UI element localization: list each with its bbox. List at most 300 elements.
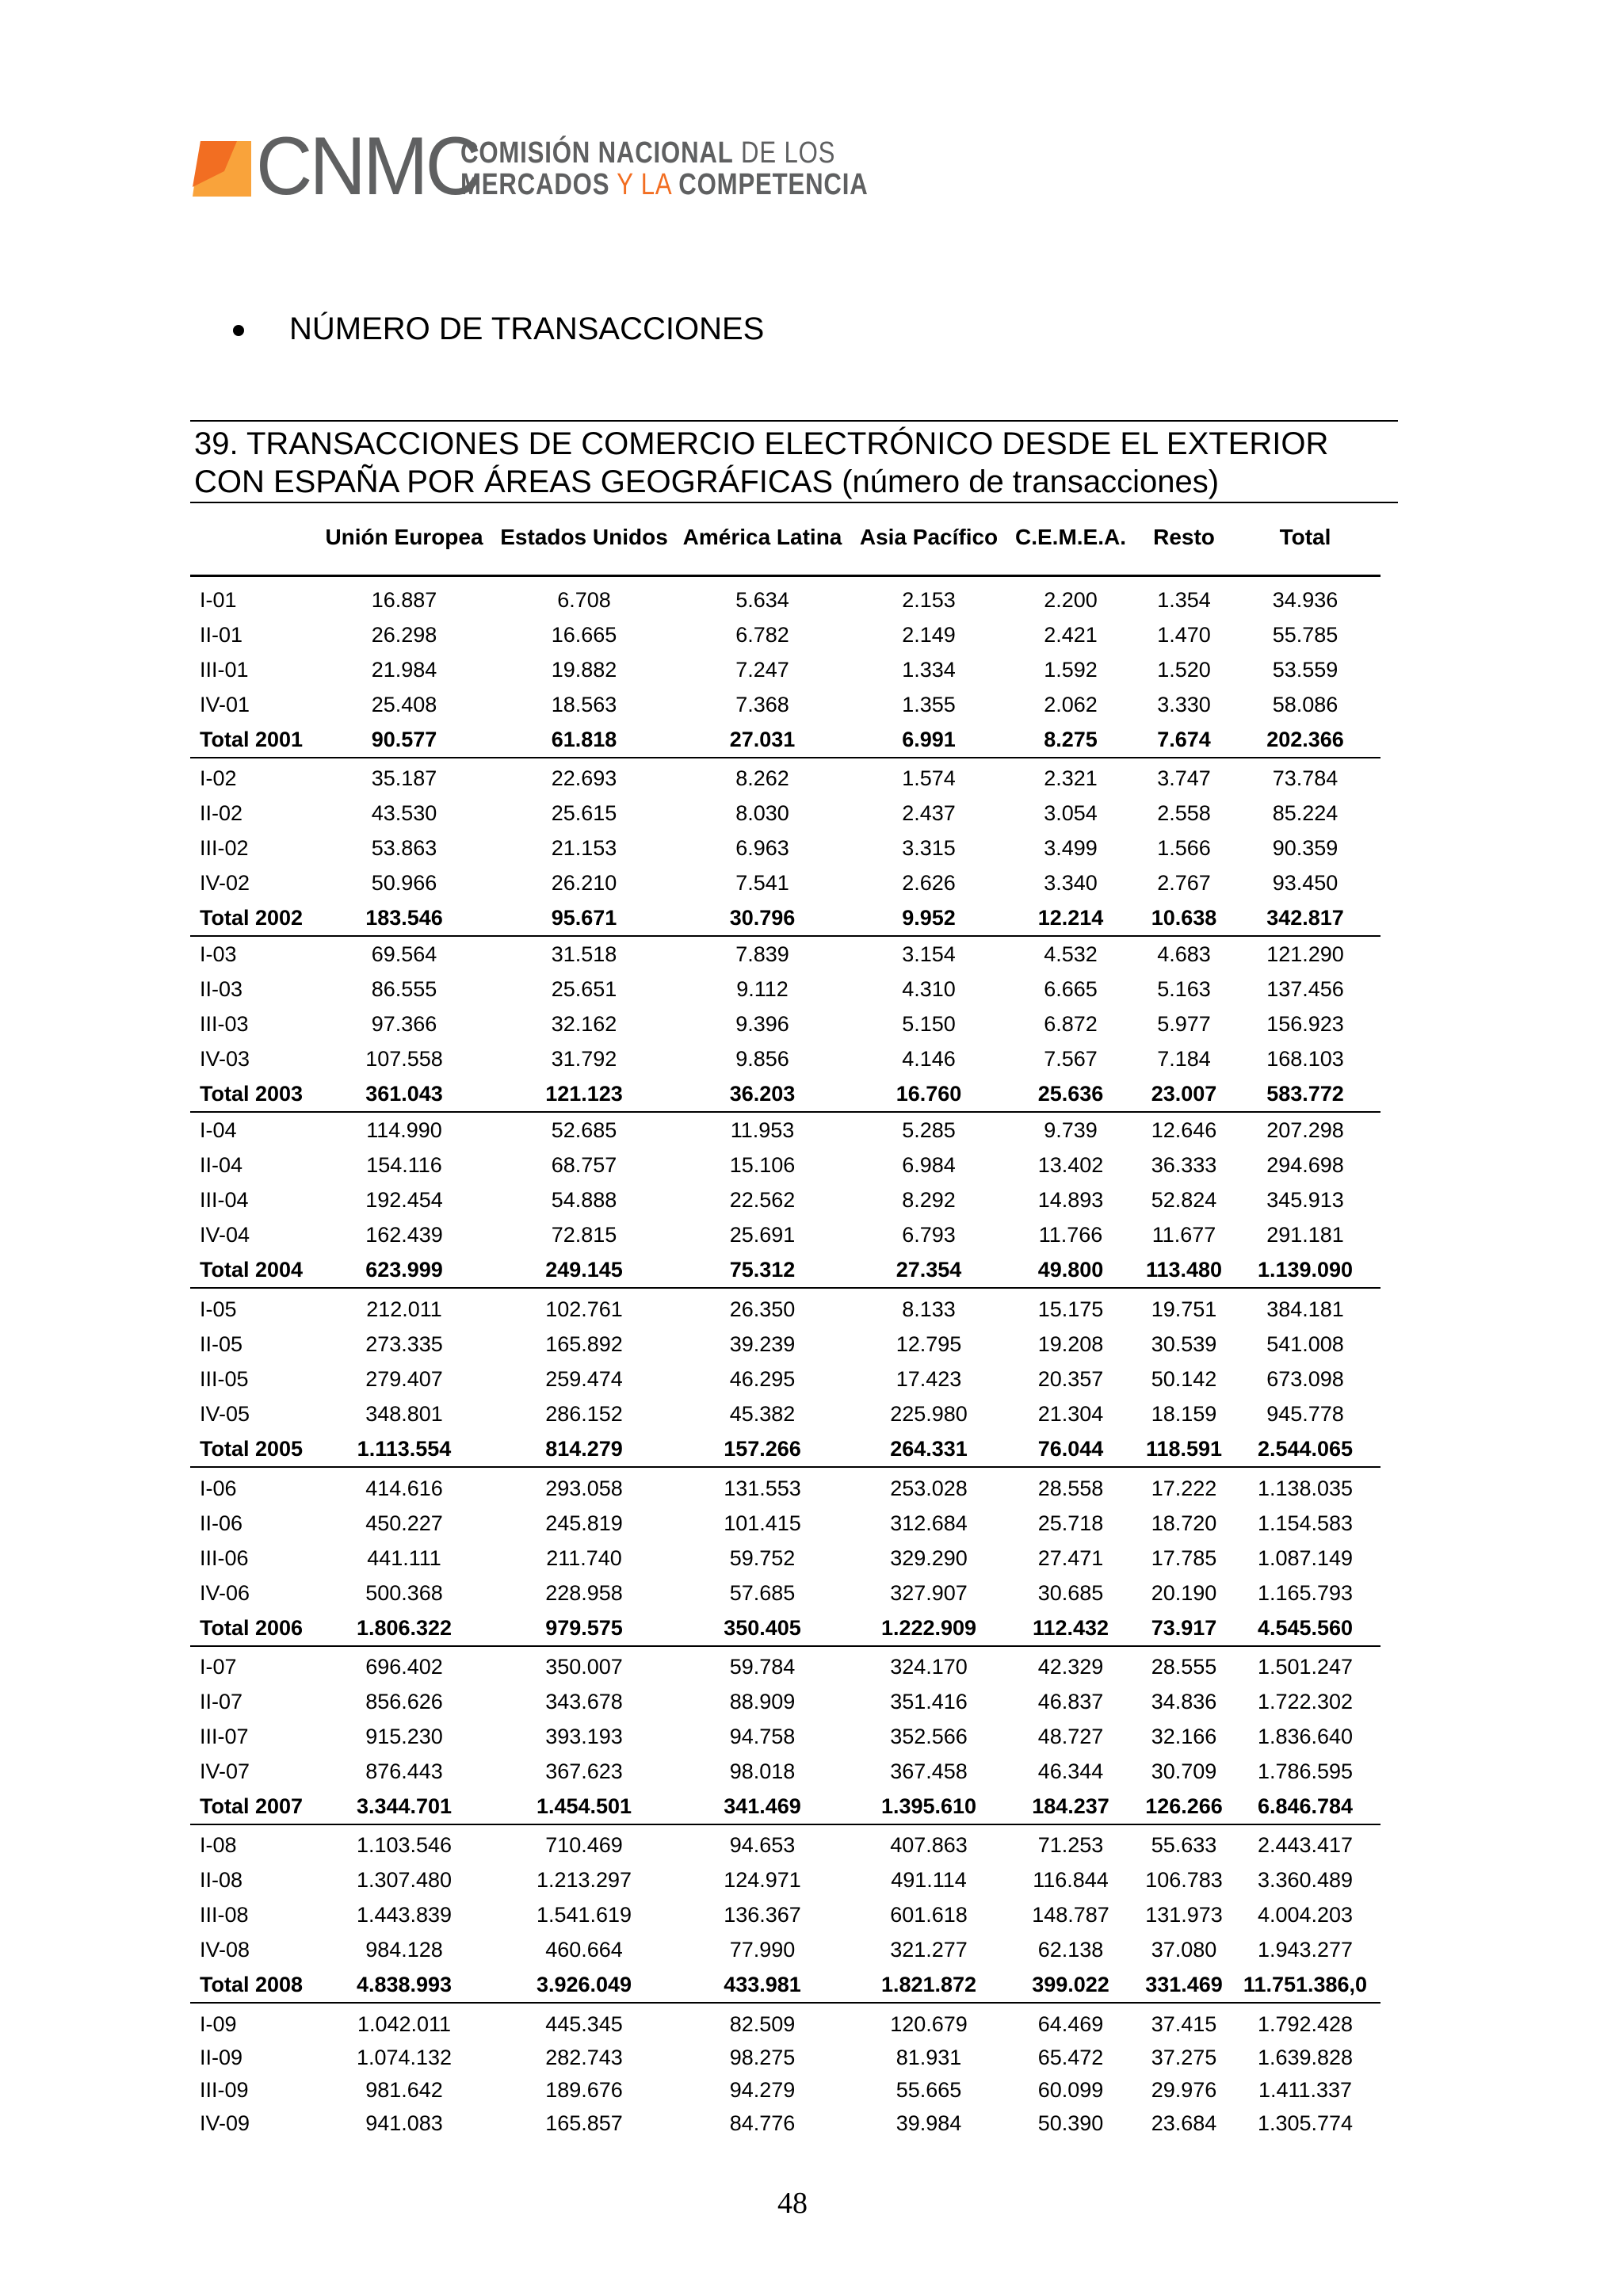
table-cell: 113.480 (1145, 1258, 1223, 1282)
table-cell: 45.382 (729, 1402, 796, 1426)
section-heading-text: NÚMERO DE TRANSACCIONES (289, 311, 765, 346)
table-cell: 393.193 (545, 1725, 623, 1748)
table-cell: 102.761 (545, 1297, 623, 1321)
table-cell: 81.931 (896, 2045, 962, 2069)
table-row (190, 937, 1381, 972)
row-label: I-06 (200, 1477, 237, 1500)
table-cell: 126.266 (1145, 1794, 1223, 1818)
table-cell: 107.558 (365, 1047, 443, 1071)
table-cell: 46.344 (1037, 1759, 1104, 1783)
row-label: II-03 (200, 977, 243, 1001)
table-cell: 4.683 (1157, 942, 1211, 966)
table-cell: 19.751 (1151, 1297, 1217, 1321)
table-cell: 4.532 (1044, 942, 1098, 966)
table-cell: 384.181 (1266, 1297, 1344, 1321)
table-cell: 945.778 (1266, 1402, 1344, 1426)
table-cell: 1.139.090 (1257, 1258, 1354, 1282)
table-cell: 82.509 (729, 2012, 796, 2036)
table-cell: 12.795 (896, 1332, 962, 1356)
table-cell: 367.623 (545, 1759, 623, 1783)
table-row (190, 1719, 1381, 1754)
table-cell: 98.018 (729, 1759, 796, 1783)
table-cell: 60.099 (1037, 2078, 1104, 2102)
table-cell: 20.190 (1151, 1581, 1217, 1605)
table-cell: 3.926.049 (536, 1973, 632, 1996)
table-cell: 673.098 (1266, 1367, 1344, 1391)
table-row (190, 1148, 1381, 1182)
column-header-america-latina: América Latina (682, 525, 842, 549)
table-cell: 350.007 (545, 1655, 623, 1679)
table-total-row (190, 1076, 1381, 1111)
table-row (190, 865, 1381, 900)
table-cell: 7.247 (735, 658, 789, 682)
table-cell: 293.058 (545, 1477, 623, 1500)
table-cell: 25.615 (551, 801, 617, 825)
table-cell: 348.801 (365, 1402, 443, 1426)
table-cell: 9.396 (735, 1012, 789, 1036)
table-cell: 1.836.640 (1257, 1725, 1354, 1748)
table-row (190, 1362, 1381, 1396)
table-cell: 327.907 (890, 1581, 968, 1605)
table-cell: 856.626 (365, 1690, 443, 1713)
table-cell: 157.266 (724, 1437, 801, 1461)
row-label: IV-05 (200, 1402, 250, 1426)
table-cell: 55.665 (896, 2078, 962, 2102)
table-cell: 3.344.701 (356, 1794, 453, 1818)
table-cell: 1.501.247 (1257, 1655, 1354, 1679)
table-title-line-1: 39. TRANSACCIONES DE COMERCIO ELECTRÓNICO DESDE EL EXTERIOR (194, 426, 1329, 461)
logo-letters: CNMC (256, 120, 479, 212)
table-cell: 491.114 (891, 1868, 967, 1892)
row-label: II-08 (200, 1868, 243, 1892)
table-cell: 68.757 (551, 1153, 617, 1177)
table-cell: 294.698 (1266, 1153, 1344, 1177)
table-cell: 90.359 (1272, 836, 1338, 860)
row-label: IV-04 (200, 1223, 250, 1247)
table-cell: 20.357 (1037, 1367, 1104, 1391)
row-label: IV-03 (200, 1047, 250, 1071)
table-cell: 312.684 (890, 1511, 968, 1535)
table-cell: 342.817 (1266, 906, 1344, 930)
table-cell: 1.165.793 (1257, 1581, 1354, 1605)
table-cell: 34.936 (1272, 588, 1338, 612)
table-row (190, 1041, 1381, 1076)
table-cell: 7.184 (1157, 1047, 1211, 1071)
table-cell: 2.062 (1044, 693, 1098, 716)
table-cell: 10.638 (1151, 906, 1217, 930)
table-cell: 148.787 (1032, 1903, 1109, 1927)
table-cell: 32.162 (551, 1012, 617, 1036)
table-cell: 46.295 (729, 1367, 796, 1391)
row-label: Total 2006 (200, 1616, 304, 1640)
row-label: I-07 (200, 1655, 237, 1679)
row-label: I-01 (200, 588, 237, 612)
row-label: IV-02 (200, 871, 250, 895)
table-cell: 601.618 (890, 1903, 968, 1927)
row-label: II-06 (200, 1511, 243, 1535)
table-row (190, 2106, 1381, 2141)
row-label: III-05 (200, 1367, 249, 1391)
table-cell: 162.439 (365, 1223, 443, 1247)
table-row (190, 617, 1381, 652)
row-label: II-04 (200, 1153, 243, 1177)
table-cell: 25.718 (1037, 1511, 1104, 1535)
table-cell: 35.187 (371, 766, 437, 790)
table-cell: 367.458 (890, 1759, 968, 1783)
row-label: III-01 (200, 658, 249, 682)
table-cell: 1.395.610 (880, 1794, 977, 1818)
row-label: II-01 (200, 623, 243, 647)
table-cell: 59.752 (729, 1546, 796, 1570)
table-cell: 28.555 (1151, 1655, 1217, 1679)
table-cell: 94.758 (729, 1725, 796, 1748)
table-cell: 3.360.489 (1257, 1868, 1354, 1892)
table-cell: 207.298 (1266, 1118, 1344, 1142)
table-row (190, 652, 1381, 687)
table-row (190, 687, 1381, 722)
table-cell: 156.923 (1266, 1012, 1344, 1036)
table-cell: 27.471 (1037, 1546, 1104, 1570)
table-cell: 6.846.784 (1257, 1794, 1354, 1818)
table-cell: 541.008 (1266, 1332, 1344, 1356)
table-cell: 5.634 (735, 588, 789, 612)
table-cell: 116.844 (1033, 1868, 1109, 1892)
table-cell: 3.154 (902, 942, 956, 966)
table-cell: 18.720 (1151, 1511, 1217, 1535)
table-cell: 184.237 (1032, 1794, 1109, 1818)
table-cell: 228.958 (545, 1581, 623, 1605)
row-label: Total 2004 (200, 1258, 304, 1282)
table-cell: 98.275 (729, 2045, 796, 2069)
table-cell: 6.793 (902, 1223, 956, 1247)
table-cell: 84.776 (729, 2111, 796, 2135)
table-cell: 399.022 (1032, 1973, 1109, 1996)
table-cell: 5.285 (902, 1118, 956, 1142)
table-cell: 50.142 (1151, 1367, 1217, 1391)
table-cell: 165.857 (545, 2111, 623, 2135)
table-cell: 58.086 (1272, 693, 1338, 716)
logo-line-2: MERCADOS Y LA COMPETENCIA (460, 168, 869, 201)
table-cell: 61.818 (551, 728, 617, 751)
table-cell: 710.469 (545, 1833, 623, 1857)
page-number: 48 (777, 2187, 808, 2220)
table-row (190, 1897, 1381, 1932)
table-cell: 17.785 (1151, 1546, 1217, 1570)
table-cell: 43.530 (371, 801, 437, 825)
table-cell: 57.685 (729, 1581, 796, 1605)
table-cell: 1.213.297 (536, 1868, 632, 1892)
table-cell: 345.913 (1266, 1188, 1344, 1212)
table-cell: 1.154.583 (1257, 1511, 1354, 1535)
table-cell: 329.290 (890, 1546, 968, 1570)
table-cell: 282.743 (545, 2045, 623, 2069)
table-row (190, 2007, 1381, 2042)
table-row (190, 761, 1381, 796)
table-cell: 21.153 (551, 836, 617, 860)
table-cell: 137.456 (1266, 977, 1344, 1001)
table-cell: 34.836 (1151, 1690, 1217, 1713)
table-cell: 73.784 (1272, 766, 1338, 790)
column-header-cemea: C.E.M.E.A. (1014, 525, 1127, 549)
table-row (190, 1396, 1381, 1431)
table-cell: 324.170 (890, 1655, 968, 1679)
row-label: II-09 (200, 2045, 243, 2069)
table-cell: 2.200 (1044, 588, 1098, 612)
table-row (190, 583, 1381, 617)
table-cell: 2.421 (1044, 623, 1098, 647)
table-cell: 19.882 (551, 658, 617, 682)
row-label: IV-01 (200, 693, 250, 716)
table-cell: 264.331 (890, 1437, 968, 1461)
table-cell: 106.783 (1145, 1868, 1223, 1892)
table-cell: 1.354 (1157, 588, 1211, 612)
table-cell: 2.767 (1157, 871, 1211, 895)
table-row (190, 1182, 1381, 1217)
table-cell: 11.677 (1151, 1223, 1216, 1247)
table-cell: 189.676 (545, 2078, 623, 2102)
row-label: IV-08 (200, 1938, 250, 1962)
table-cell: 55.785 (1272, 623, 1338, 647)
row-label: III-04 (200, 1188, 249, 1212)
table-row (190, 1862, 1381, 1897)
table-cell: 9.112 (736, 977, 789, 1001)
row-label: I-04 (200, 1118, 237, 1142)
table-cell: 915.230 (365, 1725, 443, 1748)
table-cell: 94.279 (729, 2078, 796, 2102)
table-cell: 1.042.011 (357, 2012, 452, 2036)
table-cell: 2.558 (1157, 801, 1211, 825)
table-cell: 59.784 (729, 1655, 796, 1679)
table-cell: 2.544.065 (1257, 1437, 1354, 1461)
table-cell: 26.298 (371, 623, 437, 647)
table-cell: 1.592 (1044, 658, 1098, 682)
table-cell: 11.766 (1038, 1223, 1103, 1247)
table-cell: 25.651 (551, 977, 617, 1001)
table-cell: 4.838.993 (356, 1973, 453, 1996)
table-cell: 50.966 (371, 871, 437, 895)
table-cell: 9.856 (735, 1047, 789, 1071)
table-cell: 53.559 (1272, 658, 1338, 682)
row-label: III-07 (200, 1725, 249, 1748)
table-cell: 52.685 (551, 1118, 617, 1142)
table-cell: 212.011 (366, 1297, 442, 1321)
table-cell: 3.747 (1157, 766, 1211, 790)
row-label: II-05 (200, 1332, 243, 1356)
table-cell: 94.653 (729, 1833, 796, 1857)
table-cell: 984.128 (365, 1938, 443, 1962)
row-label: I-08 (200, 1833, 237, 1857)
table-cell: 42.329 (1037, 1655, 1104, 1679)
table-cell: 2.626 (902, 871, 956, 895)
table-row (190, 2040, 1381, 2075)
table-cell: 2.437 (902, 801, 956, 825)
table-cell: 93.450 (1272, 871, 1338, 895)
table-cell: 121.123 (545, 1082, 623, 1106)
table-cell: 65.472 (1037, 2045, 1104, 2069)
table-cell: 136.367 (724, 1903, 801, 1927)
table-cell: 26.210 (551, 871, 617, 895)
table-cell: 95.671 (551, 906, 617, 930)
table-cell: 249.145 (545, 1258, 623, 1282)
table-cell: 18.159 (1151, 1402, 1217, 1426)
table-row (190, 831, 1381, 865)
table-cell: 1.411.337 (1258, 2078, 1353, 2102)
table-cell: 168.103 (1266, 1047, 1344, 1071)
table-cell: 3.315 (902, 836, 956, 860)
row-label: II-02 (200, 801, 243, 825)
table-cell: 1.786.595 (1257, 1759, 1354, 1783)
table-cell: 120.679 (890, 2012, 968, 2036)
table-cell: 9.739 (1044, 1118, 1098, 1142)
table-cell: 7.541 (735, 871, 789, 895)
table-cell: 8.030 (735, 801, 789, 825)
table-row (190, 1932, 1381, 1967)
table-cell: 407.863 (890, 1833, 968, 1857)
table-cell: 460.664 (545, 1938, 623, 1962)
row-label: IV-09 (200, 2111, 250, 2135)
table-cell: 1.305.774 (1257, 2111, 1354, 2135)
table-cell: 37.275 (1151, 2045, 1217, 2069)
table-cell: 16.665 (551, 623, 617, 647)
table-cell: 8.133 (902, 1297, 956, 1321)
table-row (190, 972, 1381, 1007)
table-cell: 2.149 (902, 623, 956, 647)
table-cell: 30.709 (1151, 1759, 1217, 1783)
table-cell: 1.222.909 (880, 1616, 977, 1640)
table-cell: 1.074.132 (356, 2045, 453, 2069)
table-cell: 351.416 (890, 1690, 968, 1713)
table-cell: 6.708 (557, 588, 611, 612)
row-label: I-03 (200, 942, 237, 966)
table-cell: 48.727 (1037, 1725, 1104, 1748)
table-cell: 1.821.872 (880, 1973, 977, 1996)
table-cell: 814.279 (545, 1437, 623, 1461)
table-cell: 343.678 (545, 1690, 623, 1713)
table-cell: 6.984 (902, 1153, 956, 1177)
table-cell: 131.973 (1145, 1903, 1223, 1927)
table-cell: 331.469 (1145, 1973, 1223, 1996)
table-cell: 71.253 (1037, 1833, 1104, 1857)
table-cell: 16.887 (371, 588, 437, 612)
table-row (190, 1576, 1381, 1610)
table-cell: 26.350 (729, 1297, 796, 1321)
table-cell: 2.321 (1044, 766, 1098, 790)
table-cell: 876.443 (365, 1759, 443, 1783)
table-cell: 30.796 (729, 906, 796, 930)
table-cell: 7.567 (1044, 1047, 1098, 1071)
table-cell: 1.307.480 (356, 1868, 453, 1892)
table-row (190, 1754, 1381, 1789)
table-cell: 1.520 (1157, 658, 1211, 682)
table-cell: 112.432 (1032, 1616, 1109, 1640)
table-total-row (190, 1431, 1381, 1466)
table-cell: 1.806.322 (356, 1616, 453, 1640)
table-row (190, 1007, 1381, 1041)
table-cell: 114.990 (366, 1118, 442, 1142)
table-row (190, 796, 1381, 831)
table-cell: 69.564 (371, 942, 437, 966)
table-cell: 445.345 (545, 2012, 623, 2036)
table-cell: 352.566 (890, 1725, 968, 1748)
table-cell: 2.153 (902, 588, 956, 612)
table-cell: 30.539 (1151, 1332, 1217, 1356)
table-cell: 18.563 (551, 693, 617, 716)
table-cell: 5.977 (1157, 1012, 1211, 1036)
table-cell: 23.684 (1151, 2111, 1217, 2135)
table-row (190, 1471, 1381, 1506)
table-cell: 192.454 (365, 1188, 443, 1212)
table-cell: 12.646 (1151, 1118, 1217, 1142)
table-cell: 583.772 (1266, 1082, 1344, 1106)
table-cell: 73.917 (1151, 1616, 1217, 1640)
table-cell: 500.368 (365, 1581, 443, 1605)
table-cell: 4.004.203 (1257, 1903, 1354, 1927)
table-cell: 450.227 (365, 1511, 443, 1535)
table-cell: 19.208 (1037, 1332, 1104, 1356)
table-cell: 15.106 (729, 1153, 796, 1177)
row-label: Total 2001 (200, 728, 304, 751)
table-row (190, 1541, 1381, 1576)
table-cell: 3.499 (1044, 836, 1098, 860)
table-total-row (190, 1967, 1381, 2002)
table-cell: 8.292 (902, 1188, 956, 1212)
row-label: I-02 (200, 766, 237, 790)
table-cell: 3.330 (1157, 693, 1211, 716)
table-cell: 90.577 (371, 728, 437, 751)
row-label: Total 2003 (200, 1082, 304, 1106)
table-cell: 1.355 (902, 693, 956, 716)
row-label: II-07 (200, 1690, 243, 1713)
table-cell: 17.222 (1151, 1477, 1217, 1500)
table-cell: 5.150 (902, 1012, 956, 1036)
table-cell: 1.113.554 (357, 1437, 452, 1461)
row-label: III-03 (200, 1012, 249, 1036)
row-label: Total 2007 (200, 1794, 304, 1818)
table-cell: 154.116 (366, 1153, 442, 1177)
table-cell: 86.555 (371, 977, 437, 1001)
table-row (190, 1217, 1381, 1252)
table-cell: 273.335 (365, 1332, 443, 1356)
column-header-total: Total (1279, 525, 1331, 549)
table-cell: 3.054 (1044, 801, 1098, 825)
table-cell: 414.616 (365, 1477, 443, 1500)
table-cell: 1.639.828 (1257, 2045, 1354, 2069)
table-cell: 88.909 (729, 1690, 796, 1713)
table-cell: 54.888 (551, 1188, 617, 1212)
table-cell: 14.893 (1037, 1188, 1104, 1212)
table-cell: 4.545.560 (1257, 1616, 1354, 1640)
row-label: I-09 (200, 2012, 237, 2036)
table-cell: 321.277 (890, 1938, 968, 1962)
table-cell: 6.665 (1044, 977, 1098, 1001)
row-label: IV-07 (200, 1759, 250, 1783)
table-cell: 22.693 (551, 766, 617, 790)
row-label: Total 2005 (200, 1437, 304, 1461)
table-cell: 286.152 (545, 1402, 623, 1426)
table-cell: 22.562 (729, 1188, 796, 1212)
table-row (190, 1506, 1381, 1541)
table-cell: 37.415 (1151, 2012, 1217, 2036)
table-cell: 279.407 (365, 1367, 443, 1391)
table-cell: 52.824 (1151, 1188, 1217, 1212)
table-cell: 37.080 (1151, 1938, 1217, 1962)
column-header-estados-unidos: Estados Unidos (500, 525, 668, 549)
table-cell: 46.837 (1037, 1690, 1104, 1713)
table-total-row (190, 900, 1381, 935)
table-cell: 36.333 (1151, 1153, 1217, 1177)
table-cell: 441.111 (367, 1546, 441, 1570)
table-cell: 118.591 (1145, 1437, 1223, 1461)
